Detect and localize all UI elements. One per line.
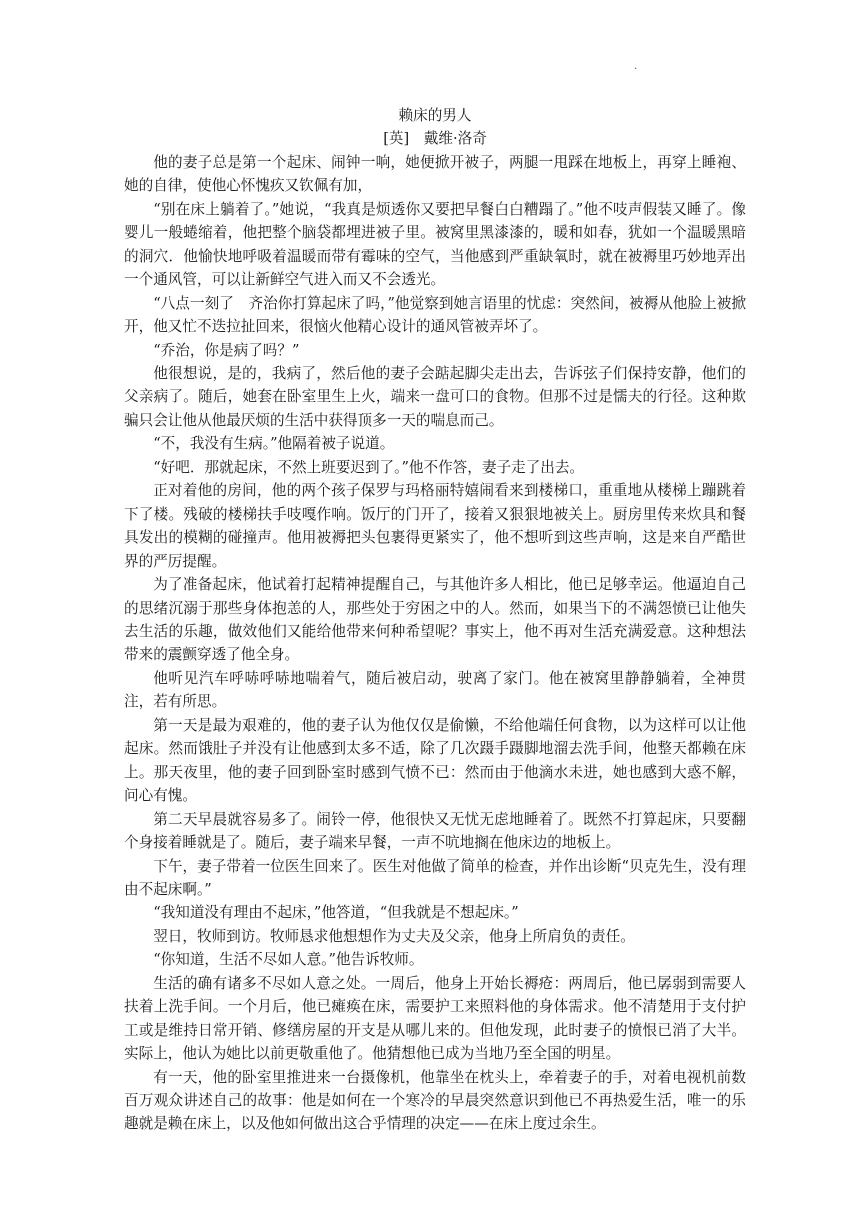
- paragraph: “八点一刻了 齐治你打算起床了吗，”他觉察到她言语里的忧虑：突然间，被褥从他脸上被掀开，他又忙不迭拉扯回来，很恼火他精心设计的通风管被弄坏了。: [124, 294, 746, 336]
- paragraph: “别在床上躺着了。”她说，“我真是烦透你又要把早餐白白糟蹋了。”他不吱声假装又睡了。像婴儿一般蜷缩着，他把整个脑袋都埋进被子里。被窝里黑漆漆的，暖和如春，犹如一个温暖黑暗的洞穴．他愉快地呼吸着温暖而带有霉味的空气，当他感到严重缺氧时，就在被褥里巧妙地弄出一个通风管，可以让新鲜空气进入而又不会透光。: [124, 200, 746, 289]
- paragraph: “你知道，生活不尽如人意。”他告诉牧师。: [153, 951, 424, 969]
- paragraph: 下午，妻子带着一位医生回来了。医生对他做了简单的检查，并作出诊断“贝克先生，没有理由不起床啊。”: [124, 857, 746, 898]
- paragraph: 有一天，他的卧室里推进来一台摄像机，他靠坐在枕头上，牵着妻子的手，对着电视机前数百万观众讲述自己的故事：他是如何在一个寒冷的早晨突然意识到他已不再热爱生活，唯一的乐趣就是赖在床上，以及他如何做出这合乎情理的决定——在床上度过余生。: [124, 1068, 746, 1133]
- paragraph: 第二天早晨就容易多了。闹铃一停，他很快又无忧无虑地睡着了。既然不打算起床，只要翻个身接着睡就是了。随后，妻子端来早餐，一声不吭地搁在他床边的地板上。: [124, 810, 746, 852]
- header-dot: ·: [634, 64, 638, 75]
- paragraph: “乔治，你是病了吗？”: [153, 341, 300, 359]
- paragraph: 翌日，牧师到访。牧师恳求他想想作为丈夫及父亲，他身上所肩负的责任。: [153, 927, 635, 945]
- paragraph: 他很想说，是的，我病了，然后他的妻子会踮起脚尖走出去，告诉弦子们保持安静，他们的父亲病了。随后，她套在卧室里生上火，端来一盘可口的食物。但那不过是懦夫的行径。这种欺骗只会让他从他最厌烦的生活中获得顶多一天的喘息而己。: [124, 364, 746, 429]
- paragraph: 他的妻子总是第一个起床、闹钟一响，她便掀开被子，两腿一甩踩在地板上，再穿上睡袍、她的自律，使他心怀愧疚又钦佩有加，: [124, 153, 746, 195]
- paragraph: “好吧．那就起床，不然上班要迟到了。”他不作答，妻子走了出去。: [153, 458, 585, 476]
- paragraph: 第一天是最为艰难的，他的妻子认为他仅仅是偷懒，不给他端任何食物，以为这样可以让他起床。然而饿肚子并没有让他感到太多不适，除了几次蹑手蹑脚地溜去洗手间，他整天都赖在床上。那天夜里，他的妻子回到卧室时感到气愤不已：然而由于他滴水未进，她也感到大惑不解，问心有愧。: [124, 716, 746, 805]
- paragraph: 生活的确有诸多不尽如人意之处。一周后，他身上开始长褥疮：两周后，他已孱弱到需要人扶着上洗手间。一个月后，他已瘫痪在床，需要护工来照料他的身体需求。他不清楚用于支付护工或是维持日常开销、修缮房屋的开支是从哪儿来的。但他发现，此时妻子的愤恨已消了大半。实际上，他认为她比以前更敬重他了。他猜想他已成为当地乃至全国的明星。: [124, 974, 746, 1063]
- paragraph: 为了准备起床，他试着打起精神提醒自己，与其他许多人相比，他已足够幸运。他逼迫自己的思绪沉溺于那些身体抱恙的人，那些处于穷困之中的人。然而，如果当下的不满怨愤已让他失去生活的乐趣，做效他们又能给他带来何种希望呢？事实上，他不再对生活充满爱意。这种想法带来的震颤穿透了他全身。: [124, 576, 746, 664]
- paragraph: 正对着他的房间，他的两个孩子保罗与玛格丽特嬉闹看来到楼梯口，重重地从楼梯上蹦跳着下了楼。残破的楼梯扶手吱嘎作响。饭厅的门开了，接着又狠狠地被关上。厨房里传来炊具和餐具发出的模糊的碰撞声。他用被褥把头包裹得更紧实了，他不想听到这些声响，这是来自严酷世界的严厉提醒。: [124, 482, 746, 570]
- paragraph: “我知道没有理由不起床，”他答道，“但我就是不想起床。”: [153, 904, 519, 922]
- article-title: 赖床的男人: [398, 107, 472, 124]
- paragraph: 他听见汽车呼哧呼哧地喘着气，随后被启动，驶离了家门。他在被窝里静静躺着，全神贯注，若有所思。: [124, 669, 746, 711]
- paragraph: “不，我没有生病。”他隔着被子说道。: [153, 435, 395, 453]
- article-author: [英] 戴维·洛奇: [383, 130, 487, 148]
- article-body: [124, 104, 746, 1136]
